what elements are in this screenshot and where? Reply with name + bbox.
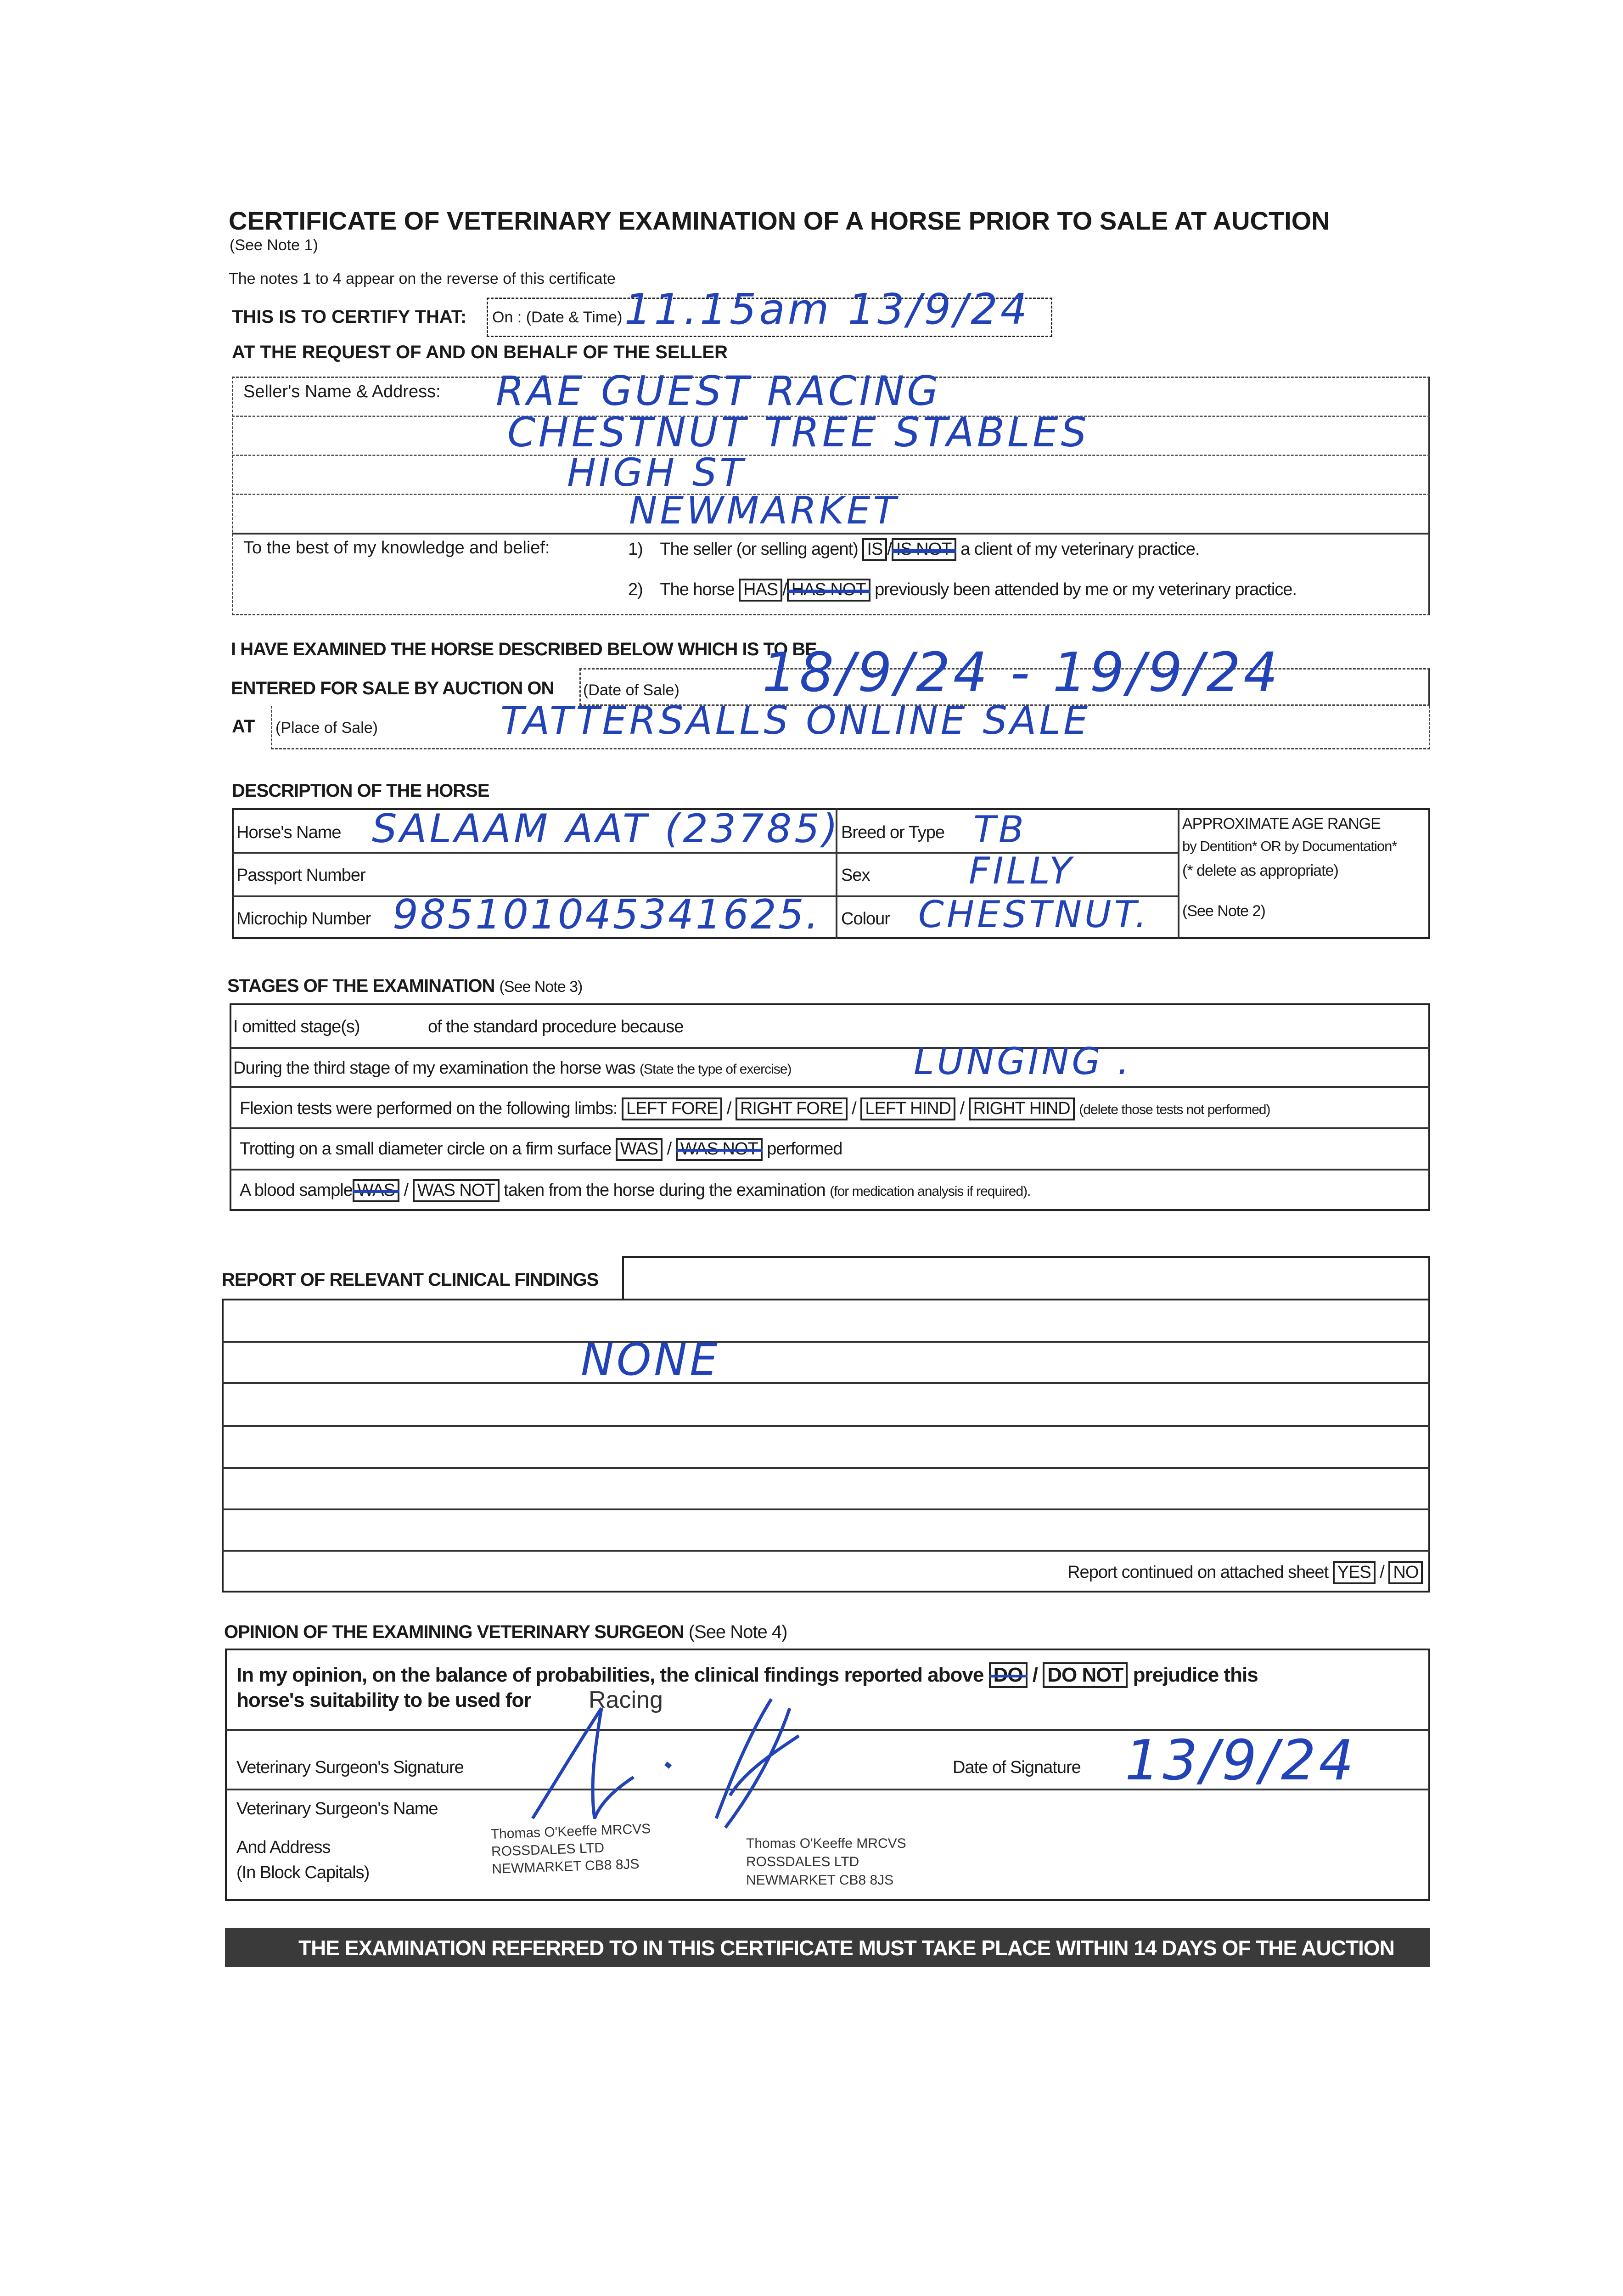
breed-label: Breed or Type: [841, 823, 945, 842]
stamp-1-town: NEWMARKET CB8 8JS: [491, 1856, 640, 1877]
trotting-was-option: WAS: [616, 1138, 663, 1161]
report-line: [222, 1425, 1430, 1427]
on-date-value: 11.15am 13/9/24: [624, 285, 1030, 334]
notes-line: The notes 1 to 4 appear on the reverse of this certificate: [229, 270, 616, 287]
trotting-row: Trotting on a small diameter circle on a firm surface WAS / WAS NOT performed: [240, 1138, 842, 1161]
seller-line-3: HIGH ST: [567, 450, 746, 495]
stages-title: STAGES OF THE EXAMINATION: [227, 976, 495, 996]
item-1-suffix: a client of my veterinary practice.: [960, 540, 1200, 559]
blood-sample-label: A blood sample: [240, 1181, 353, 1200]
age-range-note: (* delete as appropriate): [1182, 862, 1338, 879]
stamp-1-company: ROSSDALES LTD: [491, 1840, 605, 1860]
report-continued-label: Report continued on attached sheet: [1067, 1563, 1329, 1582]
omitted-stages-reason: of the standard procedure because: [428, 1017, 684, 1036]
opinion-statement-suffix: prejudice this: [1133, 1664, 1258, 1686]
see-note-1: (See Note 1): [230, 236, 318, 254]
vet-signature: [514, 1681, 826, 1832]
vet-stamp-2: [746, 1835, 906, 1890]
separator: /: [887, 540, 892, 559]
flexion-row: Flexion tests were performed on the following limbs: LEFT FORE / RIGHT FORE / LEFT HIND / RIGHT HIND (delete those tests not performed): [240, 1097, 1270, 1120]
attended-has-not-option: HAS NOT: [787, 579, 870, 602]
opinion-use-value: Racing: [589, 1687, 663, 1713]
seller-line-2: CHESTNUT TREE STABLES: [507, 409, 1089, 456]
separator: /: [782, 580, 787, 599]
signature-date-value: 13/9/24: [1125, 1729, 1357, 1793]
age-range-see-note: (See Note 2): [1182, 902, 1265, 920]
flexion-right-hind-option: RIGHT HIND: [969, 1097, 1075, 1120]
sex-label: Sex: [841, 866, 870, 885]
breed-value: TB: [973, 808, 1027, 851]
stages-see-note: (See Note 3): [499, 978, 583, 996]
report-continued-no: NO: [1388, 1561, 1423, 1584]
stages-row-line: [230, 1127, 1430, 1129]
blood-was-not-option: WAS NOT: [413, 1179, 500, 1202]
seller-line-1: RAE GUEST RACING: [496, 367, 941, 415]
opinion-statement: In my opinion, on the balance of probabilities, the clinical findings reported above DO / DO NOT prejudice this: [236, 1662, 1258, 1688]
knowledge-item-2: [628, 579, 1297, 602]
client-is-option: IS: [862, 538, 887, 561]
stamp-2-town: NEWMARKET CB8 8JS: [746, 1873, 894, 1888]
item-1-number: 1): [628, 540, 643, 559]
blood-sample-suffix: taken from the horse during the examination: [504, 1181, 826, 1200]
stamp-1-name: Thomas O'Keeffe MRCVS: [490, 1821, 651, 1842]
report-line: [222, 1382, 1430, 1384]
stages-row-line: [230, 1086, 1430, 1088]
item-2-text: The horse: [660, 580, 735, 599]
vet-address-label: And Address: [236, 1838, 331, 1857]
flexion-note: (delete those tests not performed): [1079, 1102, 1270, 1117]
trotting-was-not-option: WAS NOT: [676, 1138, 763, 1161]
stages-row-line: [230, 1047, 1430, 1049]
report-finding: NONE: [581, 1334, 720, 1385]
third-stage-row: [233, 1058, 791, 1078]
sex-value: FILLY: [969, 850, 1074, 892]
sale-place-value: TATTERSALLS ONLINE SALE: [500, 698, 1091, 743]
blood-sample-hint: (for medication analysis if required).: [830, 1184, 1031, 1199]
sale-at-label: AT: [232, 716, 255, 737]
opinion-statement-text: In my opinion, on the balance of probabilities, the clinical findings reported above: [236, 1664, 984, 1686]
seller-label: Seller's Name & Address:: [243, 382, 441, 401]
flexion-left-fore-option: LEFT FORE: [622, 1097, 722, 1120]
age-range-method: by Dentition* OR by Documentation*: [1182, 838, 1397, 854]
stamp-2-company: ROSSDALES LTD: [746, 1854, 859, 1869]
seller-line: [232, 533, 1430, 535]
microchip-value: 985101045341625.: [393, 891, 820, 938]
certify-label: THIS IS TO CERTIFY THAT:: [232, 307, 467, 327]
microchip-label: Microchip Number: [236, 909, 371, 929]
report-continued-yes: YES: [1333, 1561, 1376, 1584]
opinion-do-option: DO: [989, 1662, 1028, 1688]
third-stage-value: LUNGING .: [914, 1040, 1132, 1083]
sale-line-1: I HAVE EXAMINED THE HORSE DESCRIBED BELOW WHICH IS TO BE: [231, 639, 817, 659]
sale-place-label: (Place of Sale): [275, 719, 378, 737]
knowledge-label: To the best of my knowledge and belief:: [243, 538, 550, 557]
client-is-not-option: IS NOT: [892, 538, 956, 561]
sale-date-label: (Date of Sale): [583, 681, 680, 699]
item-2-number: 2): [628, 580, 643, 599]
sale-line-2: ENTERED FOR SALE BY AUCTION ON: [231, 678, 554, 698]
knowledge-item-1: [628, 538, 1200, 561]
on-date-label: On : (Date & Time): [492, 309, 623, 326]
signature-label: Veterinary Surgeon's Signature: [236, 1758, 464, 1777]
stages-row-line: [230, 1169, 1430, 1171]
request-line: AT THE REQUEST OF AND ON BEHALF OF THE SELLER: [232, 342, 728, 362]
horse-name-value: SALAAM AAT (23785): [372, 806, 841, 852]
stages-section-title: [227, 976, 582, 996]
item-1-text: The seller (or selling agent): [660, 540, 858, 559]
footer-text: THE EXAMINATION REFERRED TO IN THIS CERTIFICATE MUST TAKE PLACE WITHIN 14 DAYS OF THE AUCTION: [298, 1936, 1394, 1960]
sale-date-value: 18/9/24 - 19/9/24: [762, 641, 1281, 704]
colour-label: Colour: [841, 909, 890, 929]
block-capitals-label: (In Block Capitals): [236, 1863, 370, 1882]
blood-sample-row: A blood sample WAS / WAS NOT taken from the horse during the examination (for medication analysis if required).: [240, 1179, 1030, 1202]
report-line: [222, 1341, 1430, 1343]
opinion-title: OPINION OF THE EXAMINING VETERINARY SURGEON: [224, 1622, 684, 1642]
seller-line-4: NEWMARKET: [629, 489, 899, 533]
opinion-do-not-option: DO NOT: [1043, 1662, 1128, 1688]
opinion-see-note: (See Note 4): [688, 1622, 787, 1642]
report-continued-row: Report continued on attached sheet YES / NO: [1067, 1561, 1423, 1584]
trotting-suffix: performed: [767, 1139, 842, 1159]
horse-table-divider: [1178, 808, 1179, 939]
trotting-label: Trotting on a small diameter circle on a firm surface: [240, 1139, 612, 1159]
report-line: [222, 1508, 1430, 1510]
horse-name-label: Horse's Name: [236, 823, 341, 842]
attended-has-option: HAS: [739, 579, 782, 602]
item-2-suffix: previously been attended by me or my veterinary practice.: [875, 580, 1297, 599]
opinion-suitability-label: horse's suitability to be used for: [236, 1689, 531, 1711]
third-stage-label: During the third stage of my examination the horse was: [233, 1058, 635, 1078]
age-range-title: APPROXIMATE AGE RANGE: [1182, 815, 1381, 833]
vet-name-label: Veterinary Surgeon's Name: [236, 1799, 438, 1818]
third-stage-hint: (State the type of exercise): [639, 1062, 792, 1077]
certificate-title: CERTIFICATE OF VETERINARY EXAMINATION OF A HORSE PRIOR TO SALE AT AUCTION: [229, 206, 1330, 235]
report-section-title: REPORT OF RELEVANT CLINICAL FINDINGS: [222, 1270, 599, 1290]
flexion-left-hind-option: LEFT HIND: [860, 1097, 955, 1120]
passport-label: Passport Number: [236, 866, 365, 885]
omitted-stages-label: I omitted stage(s): [233, 1017, 360, 1036]
signature-date-label: Date of Signature: [953, 1758, 1081, 1777]
report-line: [222, 1467, 1430, 1469]
opinion-section-title: [224, 1622, 787, 1643]
vet-stamp-1: [490, 1820, 652, 1878]
report-title-box: [622, 1256, 1430, 1300]
colour-value: CHESTNUT.: [918, 893, 1150, 936]
blood-was-option: WAS: [353, 1179, 399, 1202]
horse-section-title: DESCRIPTION OF THE HORSE: [232, 781, 489, 801]
flexion-right-fore-option: RIGHT FORE: [736, 1097, 848, 1120]
stamp-2-name: Thomas O'Keeffe MRCVS: [746, 1836, 906, 1851]
flexion-label: Flexion tests were performed on the following limbs:: [240, 1099, 618, 1118]
report-line: [222, 1550, 1430, 1552]
report-box: [222, 1299, 1430, 1593]
